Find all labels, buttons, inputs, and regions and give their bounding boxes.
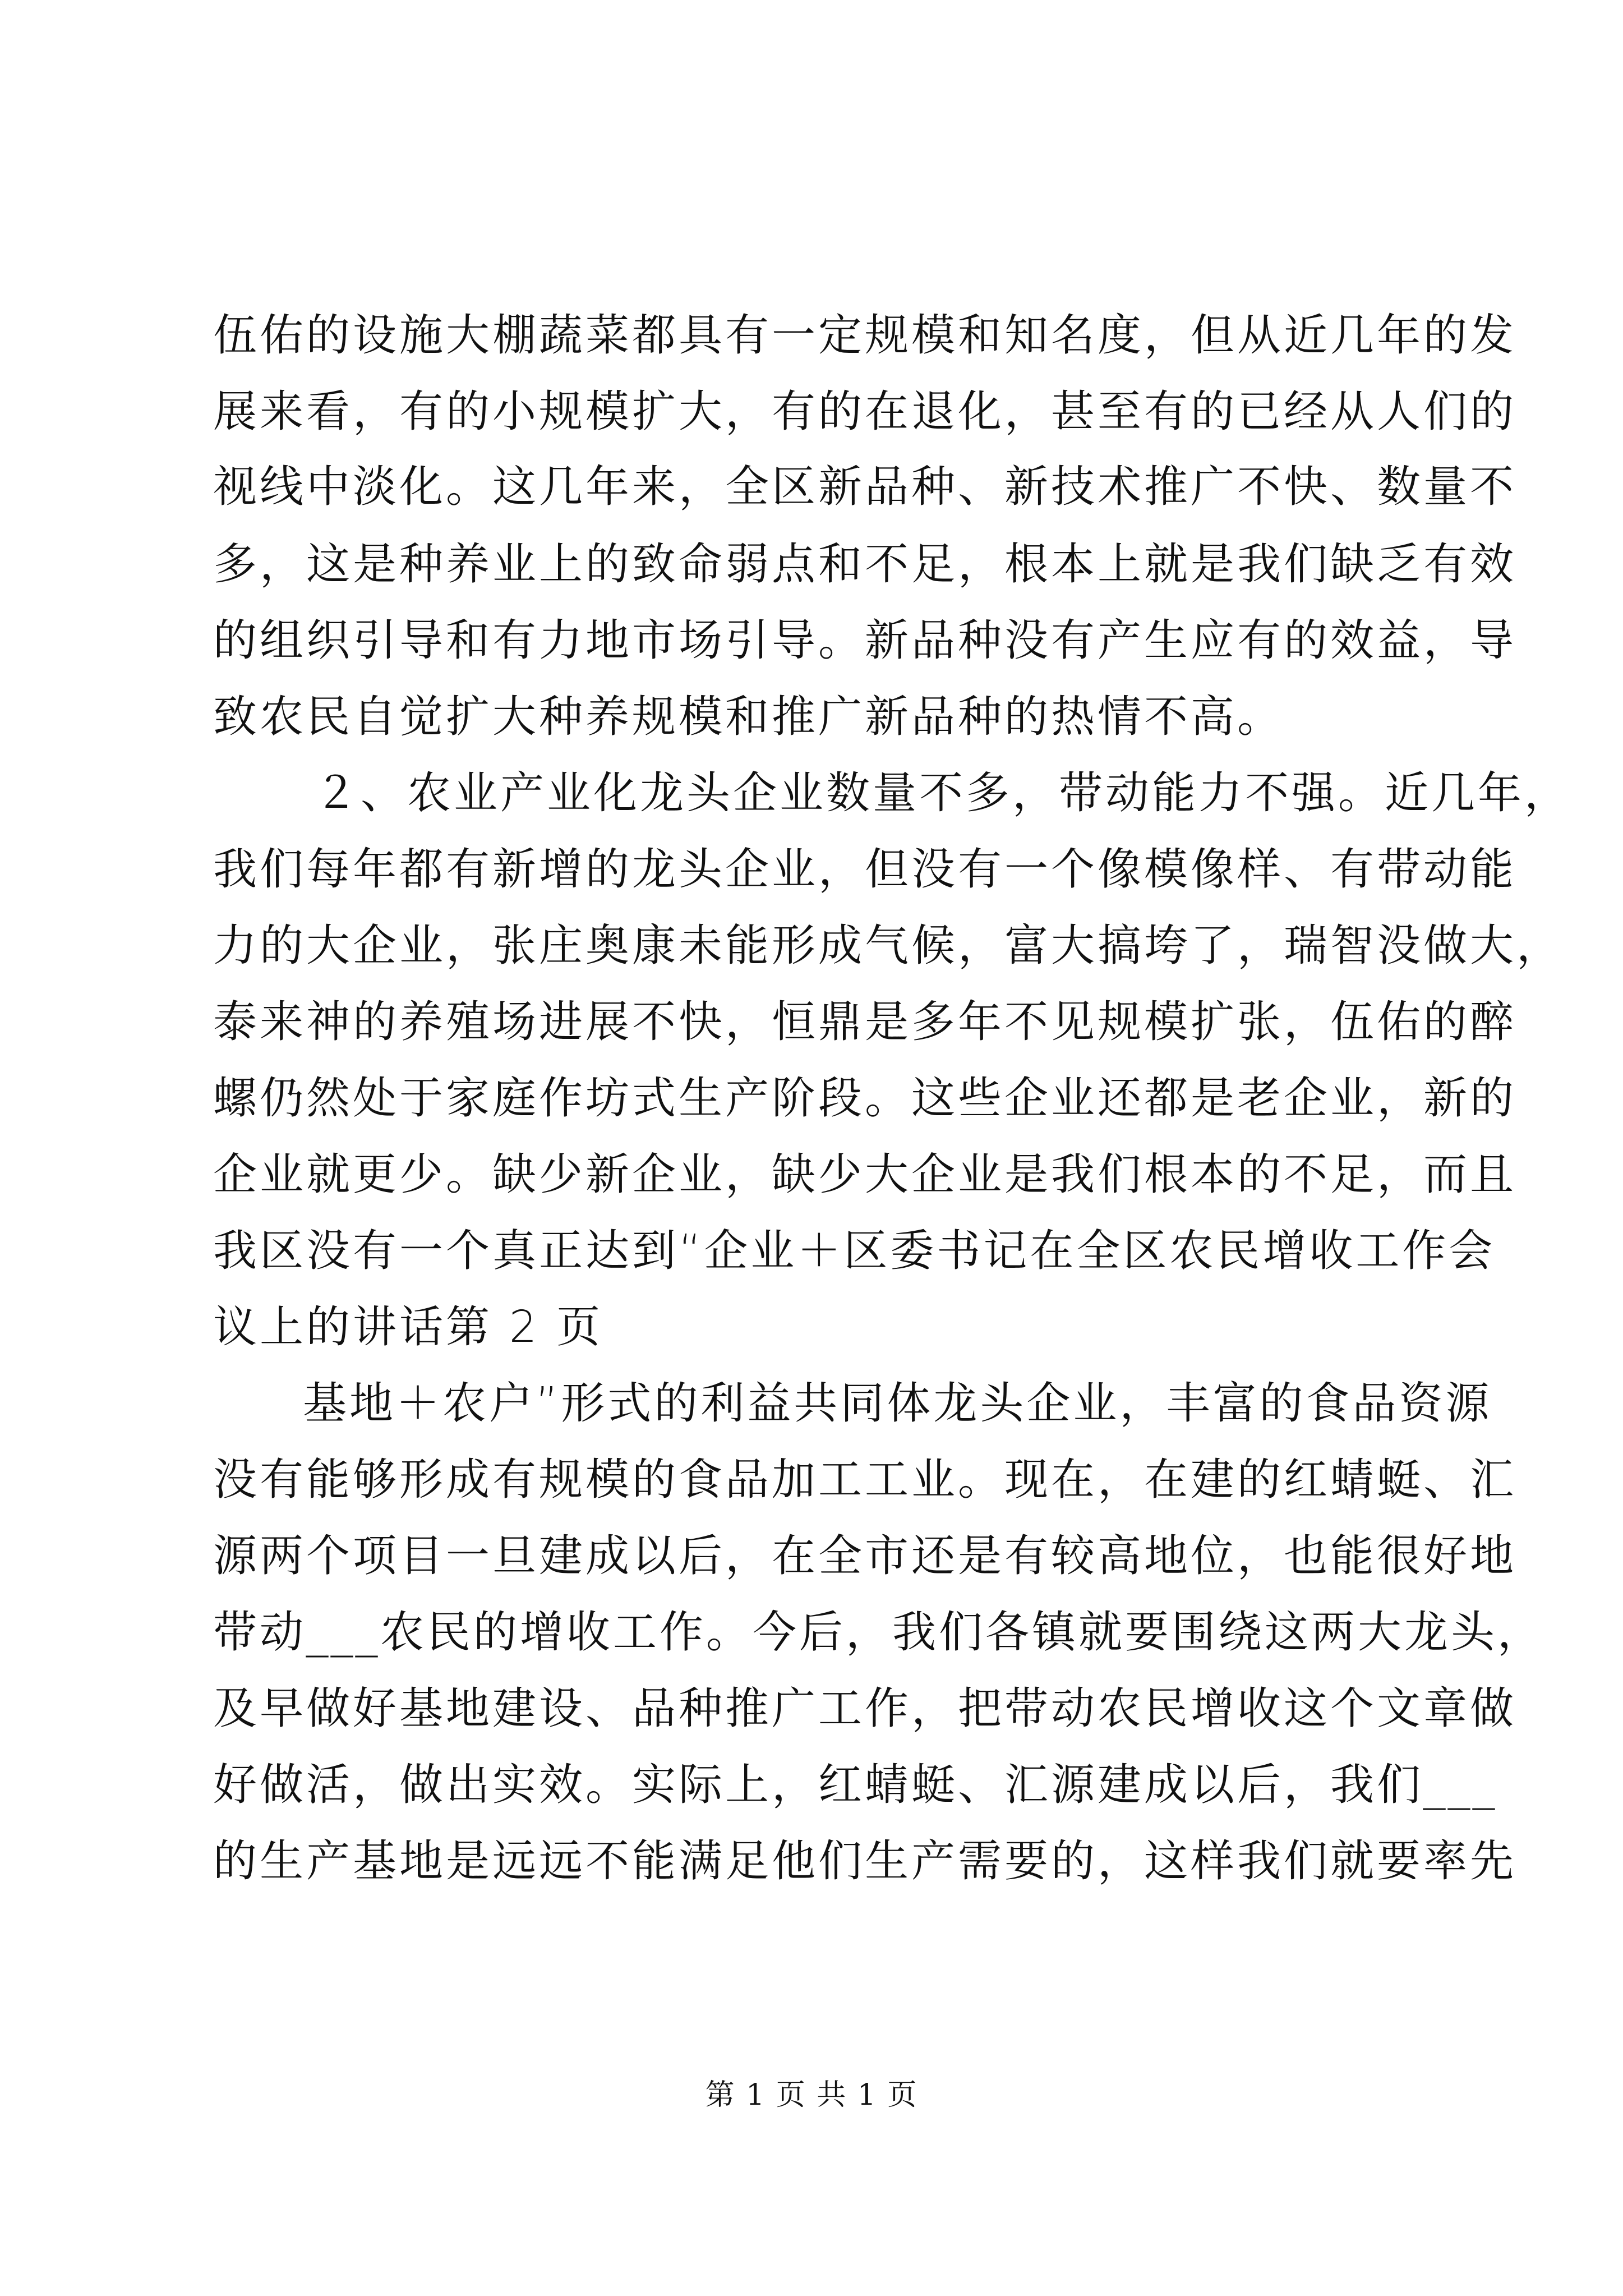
- body-line: 企业就更少。缺少新企业，缺少大企业是我们根本的不足，而且: [213, 1149, 1517, 1200]
- page-footer: 第 1 页 共 1 页: [705, 2078, 918, 2112]
- body-line: 的组织引导和有力地市场引导。新品种没有产生应有的效益，导: [213, 615, 1517, 666]
- body-line: 视线中淡化。这几年来，全区新品种、新技术推广不快、数量不: [213, 462, 1517, 512]
- body-line: 致农民自觉扩大种养规模和推广新品种的热情不高。: [213, 692, 1284, 742]
- body-line: 多，这是种养业上的致命弱点和不足，根本上就是我们缺乏有效: [213, 539, 1517, 590]
- body-line: 及早做好基地建设、品种推广工作，把带动农民增收这个文章做: [213, 1683, 1517, 1734]
- body-line: 展来看，有的小规模扩大，有的在退化，甚至有的已经从人们的: [213, 386, 1517, 437]
- body-line: 没有能够形成有规模的食品加工工业。现在，在建的红蜻蜓、汇: [213, 1455, 1517, 1505]
- body-line: ２、农业产业化龙头企业数量不多，带动能力不强。近几年，: [314, 768, 1571, 818]
- body-line: 议上的讲话第 2 页: [213, 1302, 603, 1352]
- body-line: 我们每年都有新增的龙头企业，但没有一个像模像样、有带动能: [213, 844, 1517, 895]
- body-line: 好做活，做出实效。实际上，红蜻蜓、汇源建成以后，我们___: [213, 1760, 1498, 1810]
- body-line: 泰来神的养殖场进展不快，恒鼎是多年不见规模扩张，伍佑的醉: [213, 997, 1517, 1047]
- body-line: 带动___农民的增收工作。今后，我们各镇就要围绕这两大龙头，: [213, 1607, 1544, 1658]
- body-line: 我区没有一个真正达到“企业＋区委书记在全区农民增收工作会: [213, 1226, 1496, 1276]
- body-line: 的生产基地是远远不能满足他们生产需要的，这样我们就要率先: [213, 1836, 1517, 1887]
- body-line: 源两个项目一旦建成以后，在全市还是有较高地位，也能很好地: [213, 1531, 1517, 1581]
- body-line: 基地＋农户”形式的利益共同体龙头企业，丰富的食品资源: [303, 1378, 1492, 1429]
- body-line: 螺仍然处于家庭作坊式生产阶段。这些企业还都是老企业，新的: [213, 1073, 1517, 1124]
- body-line: 力的大企业，张庄奥康未能形成气候，富大搞垮了，瑞智没做大，: [213, 921, 1564, 971]
- body-line: 伍佑的设施大棚蔬菜都具有一定规模和知名度，但从近几年的发: [213, 310, 1517, 361]
